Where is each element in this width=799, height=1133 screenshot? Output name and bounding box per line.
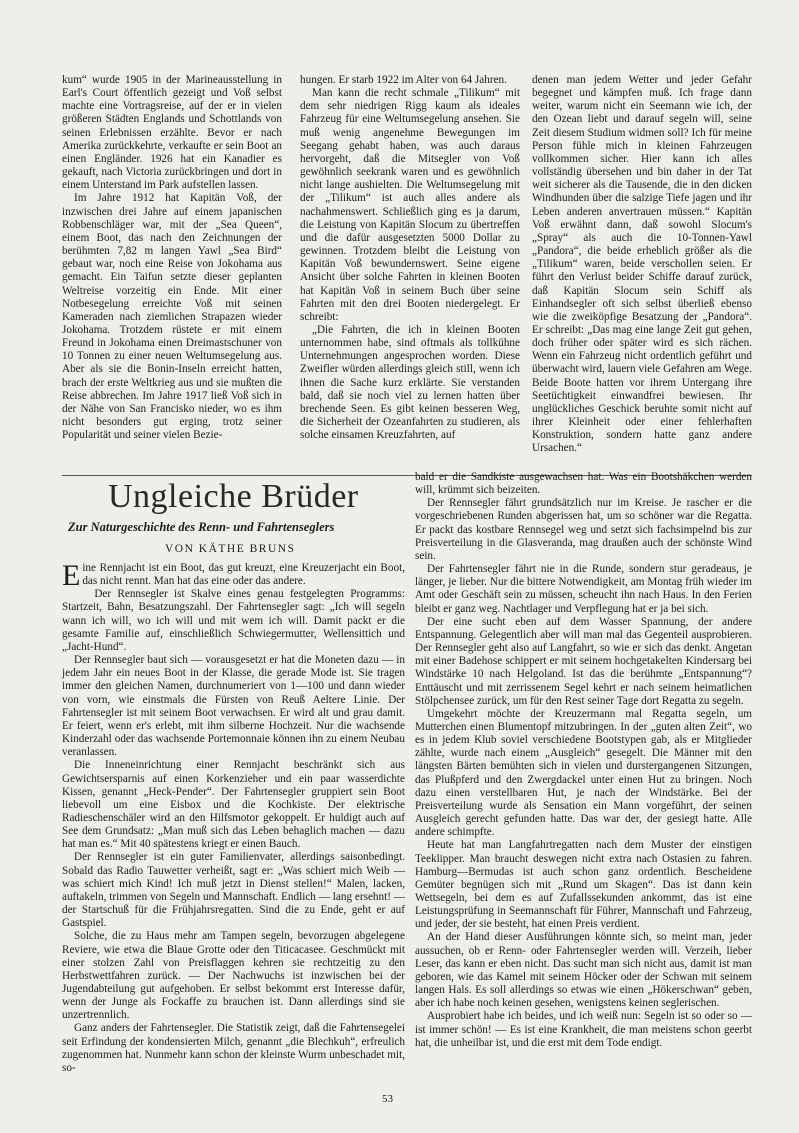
lead-text: ine Rennjacht ist ein Boot, das gut kreuzt, eine Kreuzerjacht ein Boot, das nicht rennt. Man hat das eine oder das andere. — [82, 562, 405, 588]
paragraph: kum“ wurde 1905 in der Marineausstellung in Earl's Court öffentlich gezeigt und Voß selbst machte eine Vortragsreise, auf der er in vielen größeren Städten Englands und Schottlands von seinen Erlebnissen erzählte. Bevor er nach Amerika zurückkehrte, verkaufte er sein Boot an einen Engländer. 1926 hat ein Kanadier es gekauft, nach Victoria zurückbringen und dort in einem Unterstand im Park aufstellen lassen. — [62, 74, 282, 192]
lead-paragraph — [62, 559, 405, 592]
paragraph: Man kann die recht schmale „Tilikum“ mit dem sehr niedrigen Rigg kaum als ideales Fahrzeug für eine Weltumsegelung ansehen. Sie muß wenig angenehme Bewegungen im Seegang gehabt haben, was auch daraus hervorgeht, daß die Mitsegler von Voß gewöhnlich seekrank waren und es gewöhnlich nicht lange aushielten. Die Weltumsegelung mit der „Tilikum“ ist auch alles andere als nachahmenswert. Schließlich ging es ja darum, die Leistung von Kapitän Slocum zu übertreffen und die dafür ausgesetzten 5000 Dollar zu gewinnen. Trotzdem bleibt die Leistung von Kapitän Voß bewundernswert. Seine eigene Ansicht über solche Fahrten in kleinen Booten hat Kapitän Voß in seinem Buch über seine Fahrten mit den drei Booten niedergelegt. Er schreibt: — [300, 87, 520, 323]
paragraph: Ganz anders der Fahrtensegler. Die Statistik zeigt, daß die Fahrtensegelei seit Erfindung der kondensierten Milch, genannt „die Blechkuh“, erfreulich zugenommen hat. Nunmehr kann schon der kleinste Wurm unbeschadet mit, so- — [62, 1022, 405, 1074]
paragraph: denen man jedem Wetter und jeder Gefahr begegnet und kämpfen muß. Ich frage dann weiter, warum nicht ein Seemann wie ich, der den Ozean liebt und darauf segeln will, seine Zeit diesem Studium widmen soll? Ich für meine Person fühle mich in kleinen Fahrzeugen vollkommen sicher. Hier kann ich alles vollständig übersehen und bin daher in der Tat weit sicherer als die Tausende, die in den dicken Windhunden über die salzige Tiefe jagen und ihr Leben anderen anvertrauen müssen.“ Kapitän Voß erwähnt dann, daß sowohl Slocum's „Spray“ als auch die 10-Tonnen-Yawl „Pandora“, die beide erheblich größer als die „Tilikum“ waren, beide verschollen seien. Er führt den Verlust beider Schiffe darauf zurück, daß Kapitän Slocum sein Schiff als Einhandsegler oft sich selbst überließ ebenso wie die zweiköpfige Besatzung der „Pandora“. Er schreibt: „Das mag eine lange Zeit gut gehen, doch früher oder später wird es sich rächen. Wenn ein Fahrzeug nicht ordentlich geführt und überwacht wird, lauern viele Gefahren am Wege. Beide Boote hatten vor ihrem Untergang ihre Seetüchtigkeit einwandfrei bewiesen. Ihr unglückliches Geschick beruhte somit nicht auf ihrer Kleinheit oder einer fehlerhaften Konstruktion, sondern hatte ganz andere Ursachen.“ — [532, 74, 752, 455]
paragraph: Der Rennsegler ist ein guter Familienvater, allerdings saisonbedingt. Sobald das Radio Tauwetter verheißt, sagt er: „Was schiert mich Weib — was schiert mich Kind! Ich muß jetzt in Dienst stellen!“ Malen, lacken, auftakeln, trimmen von Segeln und Mannschaft. Endlich — lang ersehnt! — der Startschuß für die Frühjahrsregatten. Sind die zu Ende, geht er auf Gastspiel. — [62, 851, 405, 930]
paragraph: Solche, die zu Haus mehr am Tampen segeln, bevorzugen abgelegene Reviere, wie etwa die Blaue Grotte oder den Titicacasee. Geschmückt mit einer stolzen Zahl von Preisflaggen kehren sie rechtzeitig zu den Herbstwettfahren zurück. — Der Nachwuchs ist inzwischen bei der Jugendabteilung gut aufgehoben. Er selbst bekommt erst Interesse dafür, wenn der Junge als Fockaffe zu brauchen ist. Dann allerdings sind sie unzertrennlich. — [62, 930, 405, 1022]
paragraph: „Die Fahrten, die ich in kleinen Booten unternommen habe, sind oftmals als tollkühne Unternehmungen angesprochen worden. Diese Zweifler würden allerdings gleich still, wenn ich ihnen die Sache kurz erklärte. Sie verstanden bald, daß sie noch viel zu lernen hatten über brechende Seen. Es gibt keinen besseren Weg, die Sicherheit der Ozeanfahrten zu studieren, als solche einsamen Kreuzfahrten, auf — [300, 323, 520, 442]
paragraph: An der Hand dieser Ausführungen könnte sich, so meint man, jeder aussuchen, ob er Renn- oder Fahrtensegler werden will. Verzeih, lieber Leser, das kann er eben nicht. Das sucht man sich nicht aus, damit ist man geboren, wie das Kamel mit seinem Höcker oder der Schwan mit seinem langen Hals. Es soll allerdings so etwas wie einen „Hökerschwan“ geben, aber ich habe noch keinen gesehen, wenigstens keinen seglerischen. — [415, 931, 752, 1010]
paragraph: Der Fahrtensegler fährt nie in die Runde, sondern stur geradeaus, je länger, je lieber. Nur die bittere Notwendigkeit, am Montag früh wieder im Amt oder Geschäft sein zu müssen, scheucht ihn nach Haus. In den Ferien bleibt er ganz weg. Nachtlager und Verpflegung hat er ja bei sich. — [415, 563, 752, 615]
paragraph: Der Rennsegler ist Skalve eines genau festgelegten Programms: Startzeit, Bahn, Besatzungszahl. Der Fahrtensegler sagt: „Ich will segeln wann ich will, wo ich will und mit wem ich will. Damit packt er die gesamte Familie auf, einschließlich Schwiegermutter, Wellensittich und „Jacht-Hund“. — [62, 588, 405, 653]
paragraph: Der Rennsegler baut sich — vorausgesetzt er hat die Moneten dazu — in jedem Jahr ein neues Boot in der Klasse, die gerade Mode ist. Sie tragen immer den gleichen Namen, durchnumeriert von 1—100 und dann wieder von vorn, wie einstmals die Fürsten von Reuß Aeltere Linie. Der Fahrtensegler ist mit seinem Boot verwachsen. Er wird alt und grau damit. Er feiert, wenn er's erlebt, mit ihm silberne Hochzeit. Nur die wachsende Kinderzahl oder das wachsende Portemonnaie können ihn zu einem Neubau veranlassen. — [62, 654, 405, 759]
drop-cap: E — [62, 559, 81, 592]
paragraph: hungen. Er starb 1922 im Alter von 64 Jahren. — [300, 74, 507, 86]
article-column-left — [62, 559, 405, 1075]
article-byline: VON KÄTHE BRUNS — [165, 543, 296, 555]
paragraph: Der eine sucht eben auf dem Wasser Spannung, der andere Entspannung. Gelegentlich aber will man mal das Gegenteil ausprobieren. Der Rennsegler geht also auf Langfahrt, so wie er sich das denkt. Angetan mit einer Badehose schippert er mit seinem hochgetakelten Kindersarg bei Windstärke 10 nach Helgoland. Ist das die berühmte „Entspannung“? Enttäuscht und mit zerrissenem Segel kehrt er nach seinem heimatlichen Stölpchensee zurück, um für den Rest seiner Tage dort Regatta zu segeln. — [415, 615, 752, 707]
article-title: Ungleiche Brüder — [108, 478, 359, 515]
paragraph: Heute hat man Langfahrtregatten nach dem Muster der einstigen Teeklipper. Man braucht deswegen nicht extra nach Ostasien zu fahren. Hamburg—Bermudas ist auch schon ganz ordentlich. Bescheidene Gemüter begnügen sich mit „Rund um Skagen“. Das ist dann kein Wettsegeln, bei dem es auf Zufallssekunden ankommt, das ist eine Leistungsprüfung in Seemannschaft für Führer, Mannschaft und Fahrzeug, und jeder, der sie besteht, hat einen Preis verdient. — [415, 839, 752, 931]
paragraph: Der Rennsegler fährt grundsätzlich nur im Kreise. Je rascher er die vorgeschriebenen Runden abgerissen hat, um so schöner war die Regatta. Er packt das kostbare Rennsegel weg und setzt sich fachsimpelnd bis zur Preisverteilung in die Glasveranda, mag draußen auch der schönste Wind sein. — [415, 497, 752, 562]
paragraph: bald er die Sandkiste ausgewachsen hat. Was ein Bootshäkchen werden will, krümmt sich beizeiten. — [415, 471, 752, 497]
article-column-right — [415, 471, 752, 1050]
article-subtitle: Zur Naturgeschichte des Renn- und Fahrtenseglers — [68, 520, 335, 534]
page-number: 53 — [382, 1093, 393, 1105]
paragraph: Im Jahre 1912 hat Kapitän Voß, der inzwischen drei Jahre auf einem japanischen Robbenschläger war, mit der „Sea Queen“, einem Boot, das nach den Zeichnungen der berühmten 7,82 m langen Yawl „Sea Bird“ gebaut war, noch eine Reise von Jokohama aus gemacht. Ein Taifun setzte dieser geplanten Weltreise vorzeitig ein Ende. Mit einer Notbesegelung erreichte Voß mit seinen Kameraden nach ziemlichen Strapazen wieder Jokohama. Trotzdem rüstete er mit einem Freund in Jokohama einen Dreimastschuner von 10 Tonnen zu einer neuen Weltumsegelung aus. Aber als sie die Bonin-Inseln erreicht hatten, brach der erste Weltkrieg aus und sie mußten die Reise abbrechen. Im Jahre 1917 ließ Voß sich in der Nähe von San Francisko nieder, wo es ihm nicht besonders gut erging, trotz seiner Popularität und seiner vielen Bezie- — [62, 192, 282, 442]
paragraph: Die Inneneinrichtung einer Rennjacht beschränkt sich aus Gewichtsersparnis auf einen Korkenzieher und ein paar wasserdichte Kissen, genannt „Heck-Pender“. Der Fahrtensegler gruppiert sein Boot liebevoll um eine Eisbox und die Kochkiste. Der elektrische Radieschenschäler wird an den Hilfsmotor gekoppelt. Er huldigt auch auf See dem Grundsatz: „Man muß sich das Leben behaglich machen — dazu hat man es.“ Mit 40 spätestens kriegt er einen Bauch. — [62, 759, 405, 851]
paragraph: Umgekehrt möchte der Kreuzermann mal Regatta segeln, um Mutterchen einen Blumentopf mitzubringen. In der „guten alten Zeit“, wo es in jedem Klub soviel verschiedene Bootstypen gab, als er Mitglieder zählte, wurde nach einem „Ausgleich“ gesegelt. Die Männer mit den längsten Bärten bemühten sich in vielen und durstergangenen Sitzungen, das Plußpferd und den Zwergdackel unter einen Hut zu bringen. Noch dazu einen verstellbaren Hut, je nach der Windstärke. Bei der Preisverteilung wurde als Sensation ein Mann vorgeführt, der seinen Ausgleich gerecht gefunden hatte. Das war der, der gesiegt hatte. Alle andere schimpfte. — [415, 707, 752, 839]
top-column-3 — [532, 74, 752, 456]
top-column-1 — [62, 74, 282, 442]
top-column-2 — [300, 74, 520, 442]
paragraph: Ausprobiert habe ich beides, und ich weiß nun: Segeln ist so oder so — ist immer schön! — Es ist eine Krankheit, die man meistens schon geerbt hat, die unheilbar ist, und die erst mit dem Tode endigt. — [415, 1010, 752, 1049]
